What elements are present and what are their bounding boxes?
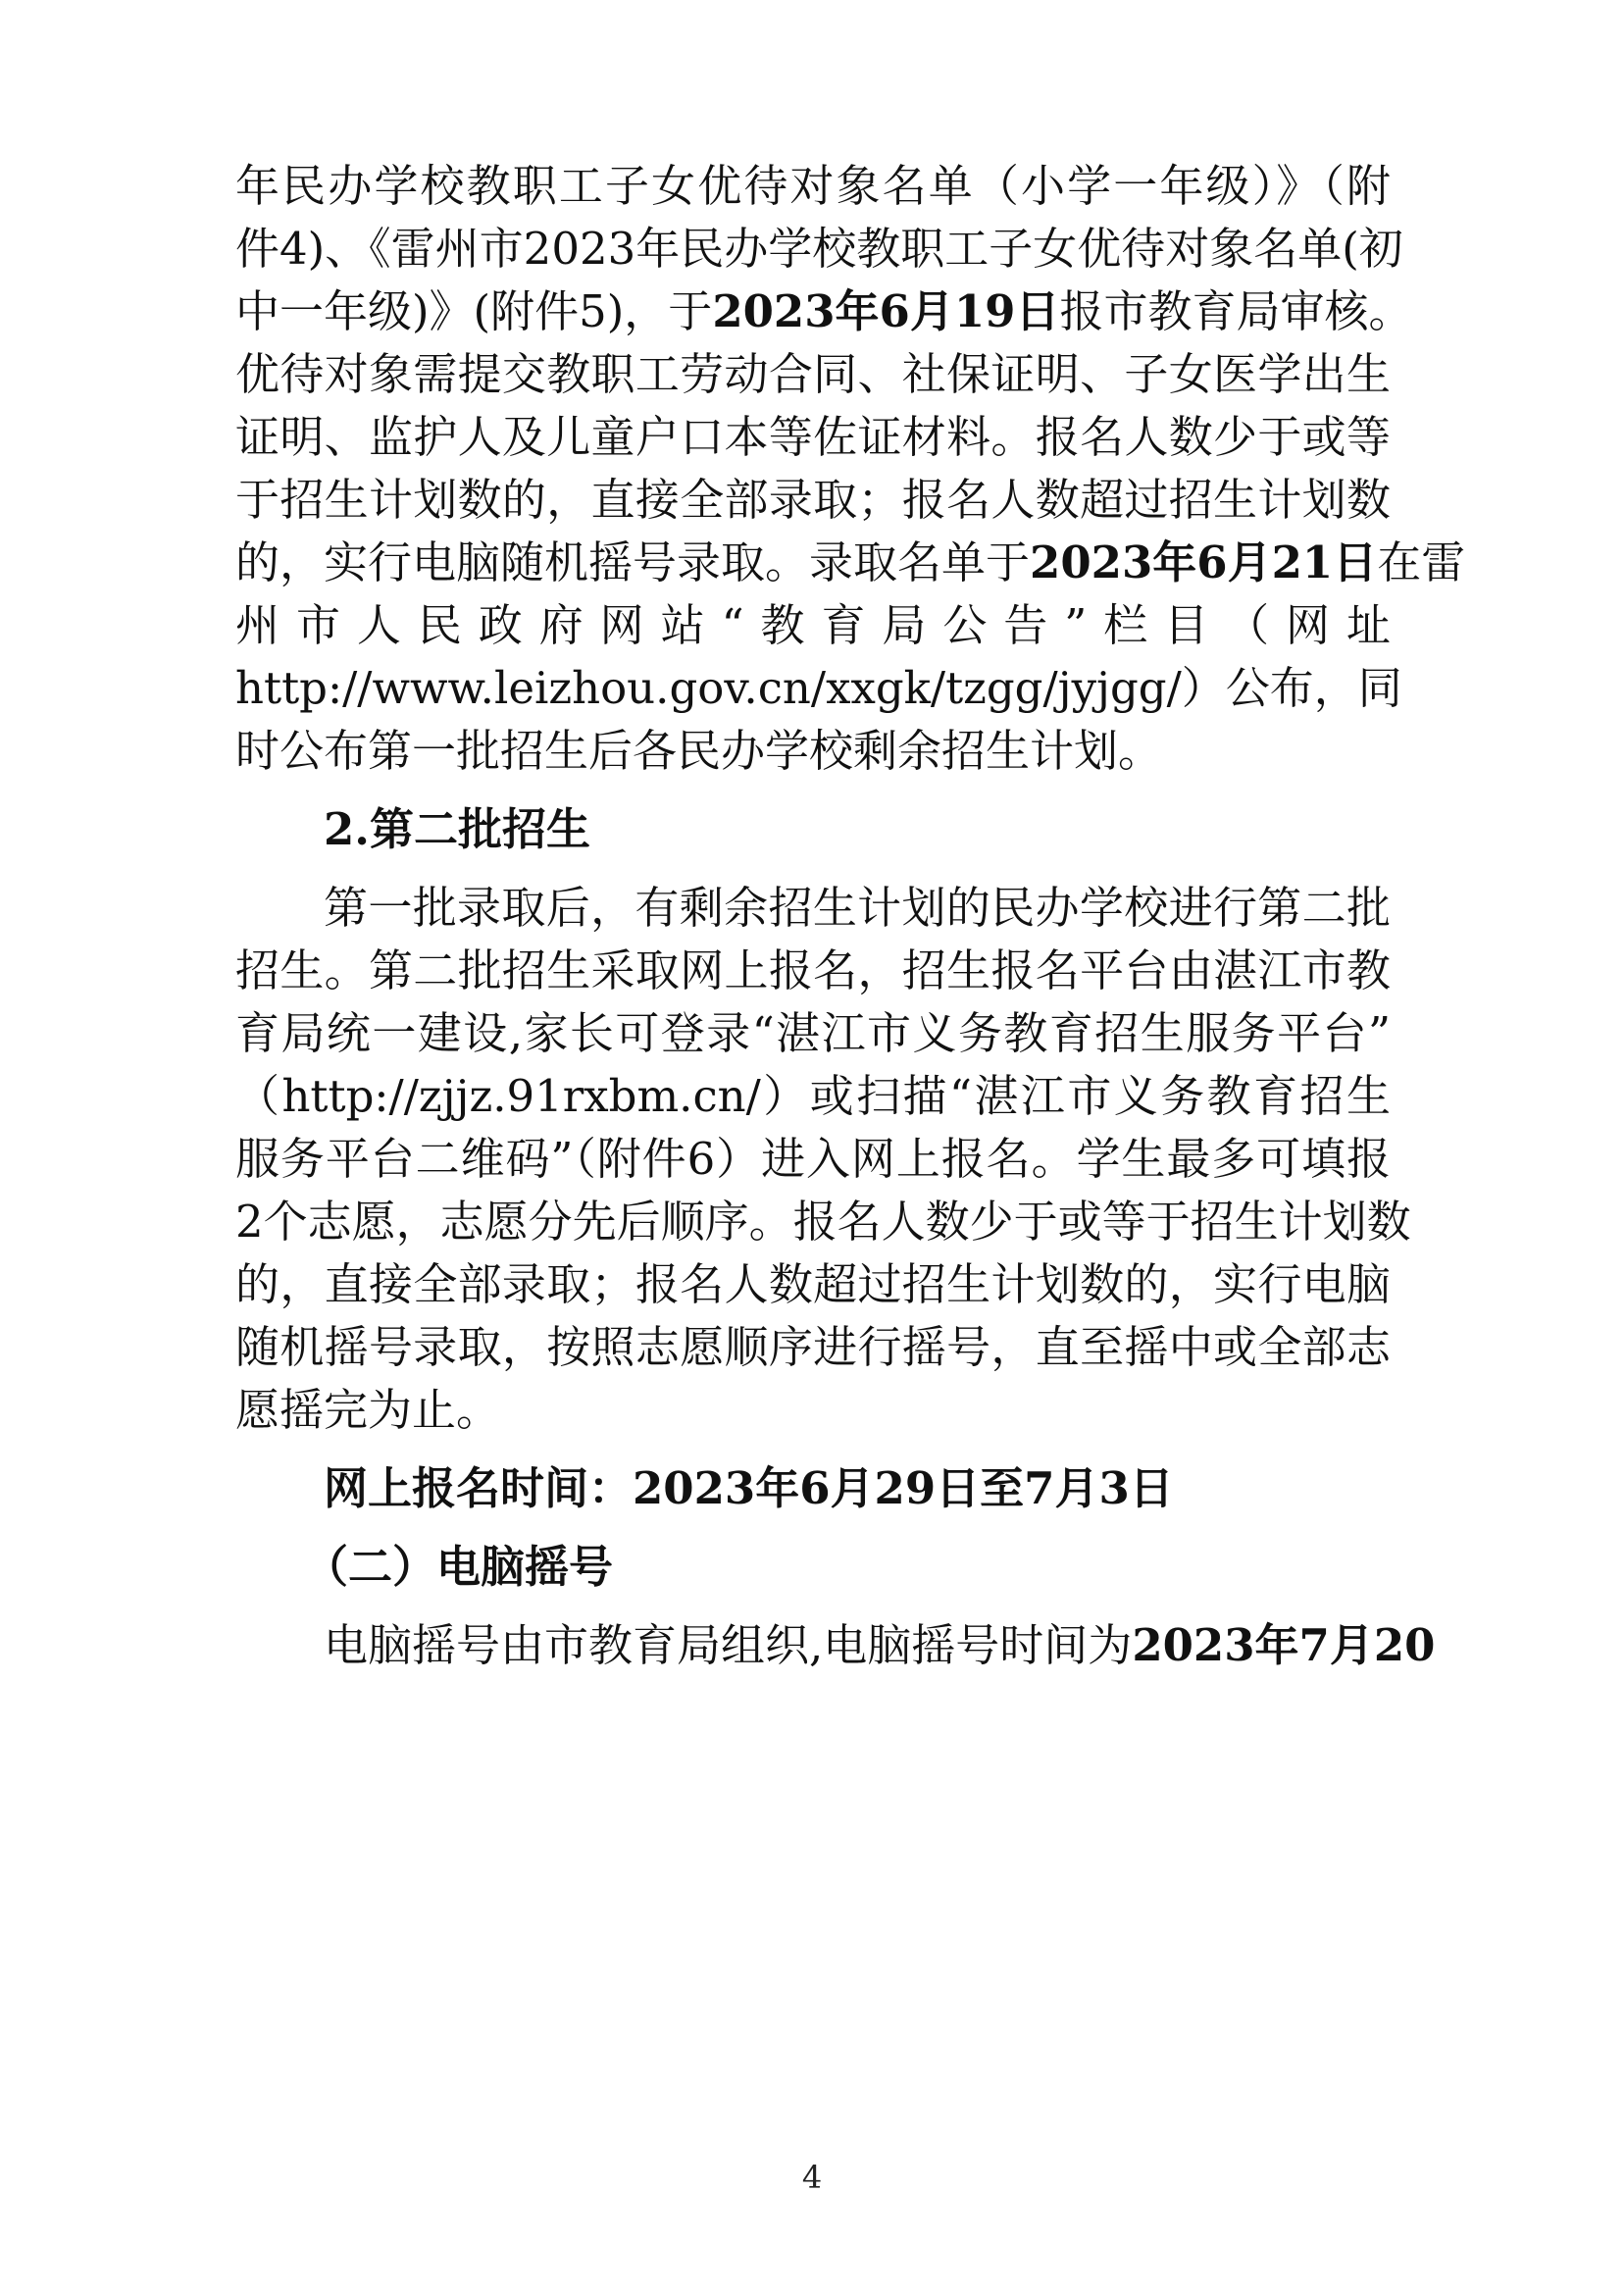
section-heading-lottery <box>304 1538 1391 1597</box>
line-text: 的，直接全部录取；报名人数超过招生计划数的，实行电脑 <box>235 1258 1391 1310</box>
paragraph-line <box>235 471 1391 530</box>
line-text: 电脑摇号由市教育局组织,电脑摇号时间为 <box>324 1619 1133 1671</box>
paragraph-line <box>324 1616 1436 1675</box>
paragraph-line <box>235 1318 1391 1377</box>
line-text: 在雷 <box>1377 536 1466 588</box>
line-text: 随机摇号录取，按照志愿顺序进行摇号，直至摇中或全部志 <box>235 1321 1391 1373</box>
paragraph-line <box>235 345 1391 404</box>
online-registration-time <box>324 1459 1391 1518</box>
registration-text: 网上报名时间：2023年6月29日至7月3日 <box>324 1462 1174 1514</box>
paragraph-line <box>235 596 1391 655</box>
line-text: 的，实行电脑随机摇号录取。录取名单于 <box>235 536 1031 588</box>
zjjz-platform-url[interactable]: （http://zjjz.91rxbm.cn/）或扫描“湛江市义务教育招生 <box>235 1070 1391 1122</box>
line-text: 证明、监护人及儿童户口本等佐证材料。报名人数少于或等 <box>235 411 1391 463</box>
line-text: 优待对象需提交教职工劳动合同、社保证明、子女医学出生 <box>235 348 1391 400</box>
line-text: 愿摇完为止。 <box>235 1384 501 1436</box>
announcement-date: 2023年6月21日 <box>1030 536 1378 588</box>
paragraph-line <box>235 408 1391 467</box>
paragraph-line <box>235 1255 1391 1314</box>
lottery-date: 2023年7月20 <box>1132 1619 1436 1671</box>
line-text: 州市人民政府网站“教育局公告”栏目（网址 <box>235 599 1391 651</box>
line-text: 报市教育局审核。 <box>1059 285 1413 337</box>
line-text: 年民办学校教职工子女优待对象名单（小学一年级）》（附 <box>235 160 1391 212</box>
paragraph-line <box>235 534 1466 592</box>
heading-text: （二）电脑摇号 <box>304 1541 614 1593</box>
paragraph-line <box>235 282 1413 341</box>
paragraph-line <box>235 220 1403 279</box>
line-text: 于招生计划数的，直接全部录取；报名人数超过招生计划数 <box>235 474 1391 526</box>
leizhou-gov-url[interactable]: http://www.leizhou.gov.cn/xxgk/tzgg/jyjgg/）公布，同 <box>235 662 1402 714</box>
heading-text: 2.第二批招生 <box>324 803 590 855</box>
paragraph-line <box>235 1130 1391 1189</box>
section-heading-batch2 <box>324 800 1391 859</box>
line-text: 2个志愿，志愿分先后顺序。报名人数少于或等于招生计划数 <box>235 1196 1411 1248</box>
line-text: 第一批录取后，有剩余招生计划的民办学校进行第二批 <box>324 882 1391 934</box>
paragraph-line <box>324 879 1391 938</box>
line-text: 招生。第二批招生采取网上报名，招生报名平台由湛江市教 <box>235 944 1391 996</box>
paragraph-line <box>235 157 1391 216</box>
line-text: 中一年级)》(附件5)，于 <box>235 285 713 337</box>
paragraph-line[interactable] <box>235 1067 1391 1126</box>
line-text: 服务平台二维码”（附件6）进入网上报名。学生最多可填报 <box>235 1133 1391 1185</box>
paragraph-line <box>235 1193 1411 1251</box>
paragraph-line <box>235 722 1391 781</box>
paragraph-line <box>235 1004 1391 1063</box>
page-number: 4 <box>801 2159 823 2196</box>
line-text: 件4)、《雷州市2023年民办学校教职工子女优待对象名单(初 <box>235 223 1403 275</box>
paragraph-line <box>235 1381 1391 1440</box>
paragraph-line[interactable] <box>235 659 1402 718</box>
line-text: 育局统一建设,家长可登录“湛江市义务教育招生服务平台” <box>235 1007 1391 1059</box>
line-text: 时公布第一批招生后各民办学校剩余招生计划。 <box>235 725 1163 777</box>
paragraph-line <box>235 942 1391 1000</box>
submission-date: 2023年6月19日 <box>712 285 1060 337</box>
